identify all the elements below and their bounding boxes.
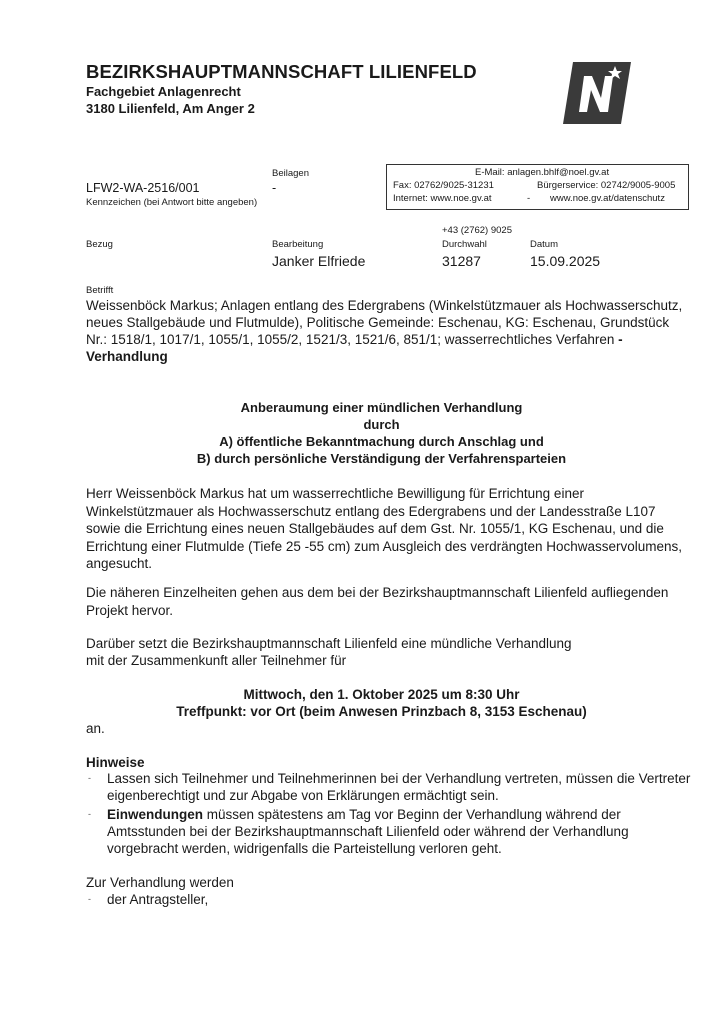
kennzeichen-value: LFW2-WA-2516/001 — [86, 181, 200, 195]
contact-dash: - — [527, 193, 531, 204]
appointment-place: Treffpunkt: vor Ort (beim Anwesen Prinzbach 8, 3153 Eschenau) — [176, 704, 587, 719]
subject-bold-suffix: - Verhandlung — [86, 332, 623, 364]
body-paragraph-1: Herr Weissenböck Markus hat um wasserrechtliche Bewilligung für Errichtung einer Winkelstützmauer als Hochwasserschutz entlang des Edergrabens und der Landesstraße L107 sowie die Errichtung eines neuen Stallgebäudes auf dem Gst. Nr. 1055/1, KG Eschenau, und die Errichtung einer Flutmulde (Tiefe 25 -55 cm) zum Ausgleich des verdrängten Hochwasservolumens, angesucht. — [86, 486, 683, 571]
body-paragraph-2: Die näheren Einzelheiten gehen aus dem bei der Bezirkshauptmannschaft Lilienfeld aufliegenden Projekt hervor. — [86, 585, 669, 618]
body-paragraph-3-line-2: mit der Zusammenkunft aller Teilnehmer für — [86, 653, 347, 668]
hinweise-dash-1: - — [88, 773, 91, 783]
contact-datenschutz[interactable]: www.noe.gv.at/datenschutz — [550, 193, 665, 204]
contact-box — [386, 164, 689, 210]
heading-line-4: B) durch persönliche Verständigung der Verfahrensparteien — [196, 451, 567, 466]
subject-body: Weissenböck Markus; Anlagen entlang des Edergrabens (Winkelstützmauer als Hochwasserschutz, neues Stallgebäude und Flutmulde), Politische Gemeinde: Eschenau, KG: Eschenau, Grundstück Nr.: 1518/1, 1017/1, 1055/1, 1055/2, 1521/3, 1521/6, 851/1; wasserrechtliches Verfahren — [86, 298, 683, 347]
datum-label: Datum — [530, 239, 558, 250]
beilagen-label: Beilagen — [272, 168, 309, 179]
heading-line-2: durch — [363, 417, 400, 432]
appointment-an: an. — [86, 721, 105, 736]
invite-item-1: der Antragsteller, — [107, 892, 209, 907]
body-paragraph-3-line-1: Darüber setzt die Bezirkshauptmannschaft Lilienfeld eine mündliche Verhandlung — [86, 636, 572, 651]
hinweise-dash-2: - — [88, 809, 91, 819]
hinweise-item-2-bold: Einwendungen — [107, 807, 203, 822]
contact-fax: Fax: 02762/9025-31231 — [393, 180, 494, 191]
hinweise-item-2 — [107, 806, 697, 857]
subject-text — [86, 297, 686, 365]
hinweise-title: Hinweise — [86, 755, 145, 770]
bezug-label: Bezug — [86, 239, 113, 250]
durchwahl-value: 31287 — [442, 253, 481, 269]
contact-internet[interactable]: Internet: www.noe.gv.at — [393, 193, 492, 204]
appointment-date: Mittwoch, den 1. Oktober 2025 um 8:30 Uhr — [243, 687, 520, 702]
organization-name: BEZIRKSHAUPTMANNSCHAFT LILIENFELD — [86, 61, 477, 82]
noe-logo-icon — [563, 62, 631, 124]
datum-value: 15.09.2025 — [530, 253, 601, 269]
kennzeichen-label: Kennzeichen (bei Antwort bitte angeben) — [86, 197, 258, 208]
heading-line-1: Anberaumung einer mündlichen Verhandlung — [240, 400, 523, 415]
organization-address: 3180 Lilienfeld, Am Anger 2 — [86, 101, 255, 116]
durchwahl-label: Durchwahl — [442, 239, 487, 250]
phone-prefix: +43 (2762) 9025 — [442, 225, 512, 236]
hinweise-item-2-rest: müssen spätestens am Tag vor Beginn der Verhandlung während der Amtsstunden bei der Bezirkshauptmannschaft Lilienfeld oder während der Verhandlung vorgebracht werden, widrigenfalls die Parteistellung verloren geht. — [107, 807, 629, 856]
contact-buergerservice: Bürgerservice: 02742/9005-9005 — [537, 180, 676, 191]
invite-intro: Zur Verhandlung werden — [86, 875, 234, 890]
beilagen-value: - — [272, 181, 277, 195]
contact-email[interactable]: E-Mail: anlagen.bhlf@noel.gv.at — [475, 167, 610, 178]
department-name: Fachgebiet Anlagenrecht — [86, 84, 241, 99]
subject-label: Betrifft — [86, 285, 114, 296]
invite-dash-1: - — [88, 894, 91, 904]
hinweise-item-1: Lassen sich Teilnehmer und Teilnehmerinnen bei der Verhandlung vertreten, müssen die Vertreter eigenberechtigt und zur Abgabe von Erklärungen ermächtigt sein. — [107, 771, 691, 803]
heading-line-3: A) öffentliche Bekanntmachung durch Anschlag und — [219, 434, 544, 449]
bearbeitung-value: Janker Elfriede — [272, 253, 366, 269]
bearbeitung-label: Bearbeitung — [272, 239, 324, 250]
